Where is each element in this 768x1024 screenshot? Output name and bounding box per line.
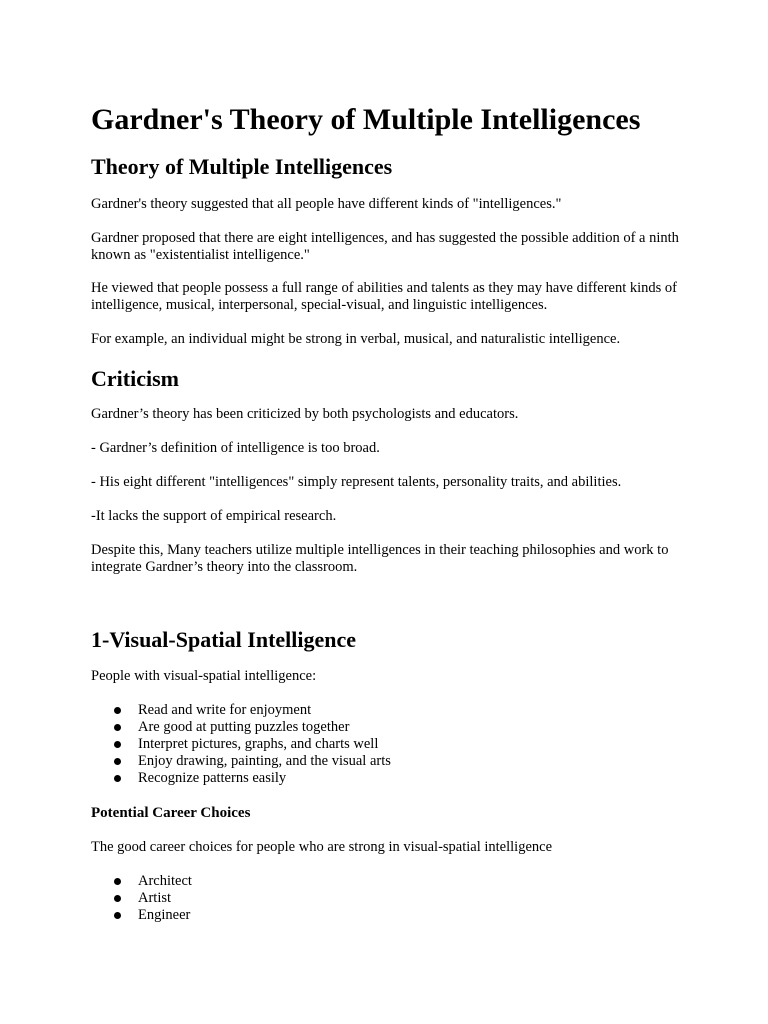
visual-spatial-intro: People with visual-spatial intelligence:	[91, 668, 317, 684]
list-item-text: Artist	[138, 890, 172, 906]
criticism-heading: Criticism	[91, 366, 179, 391]
criticism-paragraph-3: - His eight different "intelligences" simply represent talents, personality traits, and abilities.	[91, 474, 622, 490]
visual-spatial-heading: 1-Visual-Spatial Intelligence	[91, 627, 357, 652]
theory-heading: Theory of Multiple Intelligences	[91, 154, 393, 179]
bullet-icon	[114, 724, 121, 731]
criticism-paragraph-5: Despite this, Many teachers utilize multiple intelligences in their teaching philosophies and work to integrate Gardner’s theory into the classroom.	[91, 542, 669, 575]
career-choices-heading: Potential Career Choices	[91, 805, 251, 821]
document-title: Gardner's Theory of Multiple Intelligences	[91, 103, 641, 136]
list-item	[91, 907, 192, 924]
list-item	[91, 736, 391, 753]
bullet-icon	[114, 912, 121, 919]
traits-list	[91, 702, 391, 787]
list-item	[91, 753, 391, 770]
careers-list	[91, 873, 192, 924]
list-item	[91, 719, 391, 736]
career-choices-intro: The good career choices for people who are strong in visual-spatial intelligence	[91, 839, 553, 855]
list-item-text: Engineer	[138, 907, 191, 923]
bullet-icon	[114, 758, 121, 765]
theory-paragraph-3: He viewed that people possess a full range of abilities and talents as they may have different kinds of intelligence, musical, interpersonal, special-visual, and linguistic intelligences.	[91, 280, 678, 313]
bullet-icon	[114, 775, 121, 782]
criticism-paragraph-2: - Gardner’s definition of intelligence is too broad.	[91, 440, 380, 456]
list-item	[91, 873, 192, 890]
list-item	[91, 890, 192, 907]
bullet-icon	[114, 741, 121, 748]
theory-paragraph-4: For example, an individual might be strong in verbal, musical, and naturalistic intelligence.	[91, 331, 621, 347]
list-item	[91, 702, 391, 719]
bullet-icon	[114, 878, 121, 885]
theory-paragraph-2: Gardner proposed that there are eight intelligences, and has suggested the possible addition of a ninth known as "existentialist intelligence."	[91, 230, 679, 263]
criticism-paragraph-1: Gardner’s theory has been criticized by both psychologists and educators.	[91, 406, 519, 422]
bullet-icon	[114, 895, 121, 902]
list-item	[91, 770, 391, 787]
list-item-text: Interpret pictures, graphs, and charts well	[138, 736, 379, 752]
theory-paragraph-1: Gardner's theory suggested that all people have different kinds of "intelligences."	[91, 196, 562, 212]
bullet-icon	[114, 707, 121, 714]
list-item-text: Recognize patterns easily	[138, 770, 287, 786]
criticism-paragraph-4: -It lacks the support of empirical research.	[91, 508, 337, 524]
list-item-text: Architect	[138, 873, 192, 889]
list-item-text: Read and write for enjoyment	[138, 702, 312, 718]
list-item-text: Enjoy drawing, painting, and the visual arts	[138, 753, 391, 769]
list-item-text: Are good at putting puzzles together	[138, 719, 350, 735]
